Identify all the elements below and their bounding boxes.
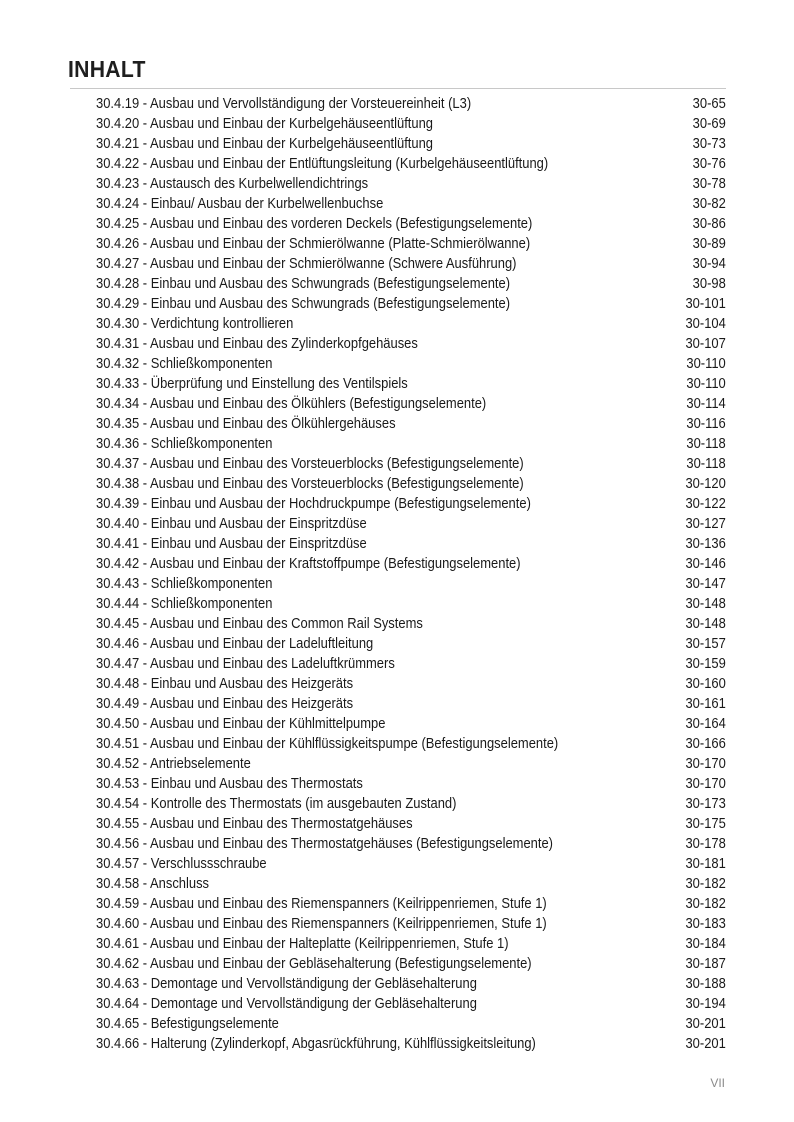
toc-entry: [96, 734, 726, 754]
toc-entry-title: 30.4.58 - Anschluss: [96, 876, 210, 892]
toc-entry: [96, 294, 726, 314]
toc-entry-title: 30.4.52 - Antriebselemente: [96, 756, 251, 772]
toc-entry-page: 30-110: [686, 356, 726, 372]
toc-entry: [96, 614, 726, 634]
toc-entry-title: 30.4.64 - Demontage und Vervollständigung der Gebläsehalterung: [96, 996, 477, 1012]
toc-entry-title: 30.4.19 - Ausbau und Vervollständigung der Vorsteuereinheit (L3): [96, 96, 472, 112]
toc-entry-title: 30.4.59 - Ausbau und Einbau des Riemenspanners (Keilrippenriemen, Stufe 1): [96, 896, 547, 912]
toc-entry: [96, 534, 726, 554]
toc-entry-title: 30.4.61 - Ausbau und Einbau der Halteplatte (Keilrippenriemen, Stufe 1): [96, 936, 509, 952]
toc-entry-page: 30-187: [685, 956, 726, 972]
toc-entry-page: 30-104: [685, 316, 726, 332]
toc-entry-page: 30-114: [686, 396, 726, 412]
toc-entry-title: 30.4.29 - Einbau und Ausbau des Schwungrads (Befestigungselemente): [96, 296, 511, 312]
toc-entry-title: 30.4.40 - Einbau und Ausbau der Einspritzdüse: [96, 516, 367, 532]
toc-entry: [96, 1034, 726, 1054]
toc-entry-title: 30.4.27 - Ausbau und Einbau der Schmierölwanne (Schwere Ausführung): [96, 256, 517, 272]
toc-entry: [96, 314, 726, 334]
toc-entry: [96, 694, 726, 714]
table-of-contents: [96, 94, 726, 1054]
toc-entry-title: 30.4.65 - Befestigungselemente: [96, 1016, 279, 1032]
toc-entry-page: 30-78: [692, 176, 726, 192]
toc-entry: [96, 714, 726, 734]
title-divider: [70, 88, 726, 89]
toc-entry-title: 30.4.48 - Einbau und Ausbau des Heizgeräts: [96, 676, 354, 692]
toc-entry-page: 30-107: [685, 336, 726, 352]
toc-entry: [96, 374, 726, 394]
toc-entry: [96, 754, 726, 774]
toc-entry-title: 30.4.49 - Ausbau und Einbau des Heizgeräts: [96, 696, 354, 712]
toc-entry-page: 30-161: [685, 696, 726, 712]
toc-entry-title: 30.4.39 - Einbau und Ausbau der Hochdruckpumpe (Befestigungselemente): [96, 496, 531, 512]
toc-entry: [96, 394, 726, 414]
toc-entry-page: 30-148: [685, 616, 726, 632]
toc-entry-page: 30-188: [685, 976, 726, 992]
toc-entry: [96, 974, 726, 994]
toc-entry-title: 30.4.35 - Ausbau und Einbau des Ölkühlergehäuses: [96, 416, 396, 432]
toc-entry-page: 30-183: [685, 916, 726, 932]
toc-entry-title: 30.4.63 - Demontage und Vervollständigung der Gebläsehalterung: [96, 976, 477, 992]
toc-entry-title: 30.4.36 - Schließkomponenten: [96, 436, 273, 452]
toc-entry-page: 30-164: [685, 716, 726, 732]
toc-entry-title: 30.4.51 - Ausbau und Einbau der Kühlflüssigkeitspumpe (Befestigungselemente): [96, 736, 559, 752]
toc-entry-page: 30-118: [686, 436, 726, 452]
toc-entry-page: 30-89: [692, 236, 726, 252]
toc-entry-title: 30.4.44 - Schließkomponenten: [96, 596, 273, 612]
toc-entry: [96, 214, 726, 234]
toc-entry-title: 30.4.55 - Ausbau und Einbau des Thermostatgehäuses: [96, 816, 413, 832]
toc-entry: [96, 554, 726, 574]
toc-entry: [96, 514, 726, 534]
toc-entry-title: 30.4.47 - Ausbau und Einbau des Ladeluftkrümmers: [96, 656, 395, 672]
toc-entry: [96, 254, 726, 274]
toc-entry-page: 30-118: [686, 456, 726, 472]
toc-entry-title: 30.4.41 - Einbau und Ausbau der Einspritzdüse: [96, 536, 367, 552]
toc-entry-page: 30-69: [692, 116, 726, 132]
toc-entry: [96, 874, 726, 894]
toc-entry: [96, 654, 726, 674]
toc-entry-title: 30.4.31 - Ausbau und Einbau des Zylinderkopfgehäuses: [96, 336, 418, 352]
toc-entry: [96, 594, 726, 614]
toc-entry-title: 30.4.30 - Verdichtung kontrollieren: [96, 316, 294, 332]
toc-entry-page: 30-98: [692, 276, 726, 292]
toc-entry: [96, 154, 726, 174]
toc-entry-title: 30.4.20 - Ausbau und Einbau der Kurbelgehäuseentlüftung: [96, 116, 434, 132]
toc-entry-page: 30-170: [685, 756, 726, 772]
toc-entry-title: 30.4.53 - Einbau und Ausbau des Thermostats: [96, 776, 363, 792]
toc-entry-page: 30-175: [685, 816, 726, 832]
toc-entry-title: 30.4.60 - Ausbau und Einbau des Riemenspanners (Keilrippenriemen, Stufe 1): [96, 916, 547, 932]
toc-entry-page: 30-76: [692, 156, 726, 172]
toc-entry-title: 30.4.50 - Ausbau und Einbau der Kühlmittelpumpe: [96, 716, 386, 732]
toc-entry-page: 30-159: [685, 656, 726, 672]
toc-entry-page: 30-166: [685, 736, 726, 752]
toc-entry-title: 30.4.32 - Schließkomponenten: [96, 356, 273, 372]
toc-entry: [96, 134, 726, 154]
toc-entry-title: 30.4.43 - Schließkomponenten: [96, 576, 273, 592]
toc-entry-page: 30-147: [685, 576, 726, 592]
toc-entry: [96, 774, 726, 794]
toc-entry-title: 30.4.42 - Ausbau und Einbau der Kraftstoffpumpe (Befestigungselemente): [96, 556, 521, 572]
toc-entry-page: 30-146: [685, 556, 726, 572]
toc-entry-title: 30.4.38 - Ausbau und Einbau des Vorsteuerblocks (Befestigungselemente): [96, 476, 524, 492]
toc-entry: [96, 114, 726, 134]
toc-entry-title: 30.4.45 - Ausbau und Einbau des Common Rail Systems: [96, 616, 423, 632]
toc-entry: [96, 894, 726, 914]
toc-entry-title: 30.4.37 - Ausbau und Einbau des Vorsteuerblocks (Befestigungselemente): [96, 456, 524, 472]
toc-entry-title: 30.4.33 - Überprüfung und Einstellung des Ventilspiels: [96, 376, 408, 392]
page-number: VII: [710, 1076, 725, 1090]
toc-entry-page: 30-116: [686, 416, 726, 432]
toc-entry: [96, 494, 726, 514]
toc-entry: [96, 474, 726, 494]
page-title: INHALT: [68, 56, 146, 82]
toc-entry-page: 30-122: [685, 496, 726, 512]
toc-entry: [96, 794, 726, 814]
toc-entry: [96, 834, 726, 854]
toc-entry-page: 30-201: [685, 1036, 726, 1052]
toc-entry-title: 30.4.21 - Ausbau und Einbau der Kurbelgehäuseentlüftung: [96, 136, 434, 152]
toc-entry: [96, 814, 726, 834]
toc-entry-page: 30-148: [685, 596, 726, 612]
toc-entry-page: 30-136: [685, 536, 726, 552]
toc-entry: [96, 174, 726, 194]
toc-entry-page: 30-182: [685, 896, 726, 912]
toc-entry: [96, 674, 726, 694]
toc-entry-page: 30-157: [685, 636, 726, 652]
toc-entry-title: 30.4.56 - Ausbau und Einbau des Thermostatgehäuses (Befestigungselemente): [96, 836, 553, 852]
toc-entry-title: 30.4.62 - Ausbau und Einbau der Gebläsehalterung (Befestigungselemente): [96, 956, 532, 972]
toc-entry: [96, 94, 726, 114]
toc-entry-title: 30.4.34 - Ausbau und Einbau des Ölkühlers (Befestigungselemente): [96, 396, 487, 412]
toc-entry-page: 30-120: [685, 476, 726, 492]
toc-entry: [96, 434, 726, 454]
toc-entry: [96, 334, 726, 354]
toc-entry-page: 30-110: [686, 376, 726, 392]
toc-entry: [96, 934, 726, 954]
toc-entry-title: 30.4.22 - Ausbau und Einbau der Entlüftungsleitung (Kurbelgehäuseentlüftung): [96, 156, 549, 172]
toc-entry: [96, 1014, 726, 1034]
toc-entry-page: 30-65: [692, 96, 726, 112]
toc-entry-title: 30.4.23 - Austausch des Kurbelwellendichtrings: [96, 176, 369, 192]
toc-entry-page: 30-194: [685, 996, 726, 1012]
toc-entry-page: 30-173: [685, 796, 726, 812]
toc-entry-title: 30.4.28 - Einbau und Ausbau des Schwungrads (Befestigungselemente): [96, 276, 511, 292]
toc-entry: [96, 354, 726, 374]
toc-entry-title: 30.4.25 - Ausbau und Einbau des vorderen Deckels (Befestigungselemente): [96, 216, 533, 232]
toc-entry-title: 30.4.24 - Einbau/ Ausbau der Kurbelwellenbuchse: [96, 196, 384, 212]
toc-entry-page: 30-181: [685, 856, 726, 872]
toc-entry-page: 30-127: [685, 516, 726, 532]
toc-entry-page: 30-184: [685, 936, 726, 952]
toc-entry: [96, 234, 726, 254]
toc-entry-page: 30-101: [685, 296, 726, 312]
toc-entry: [96, 634, 726, 654]
toc-entry: [96, 574, 726, 594]
toc-entry: [96, 414, 726, 434]
toc-entry: [96, 914, 726, 934]
toc-entry: [96, 854, 726, 874]
toc-entry-page: 30-201: [685, 1016, 726, 1032]
toc-entry: [96, 274, 726, 294]
toc-entry-title: 30.4.46 - Ausbau und Einbau der Ladeluftleitung: [96, 636, 374, 652]
toc-entry-page: 30-160: [685, 676, 726, 692]
toc-entry-title: 30.4.66 - Halterung (Zylinderkopf, Abgasrückführung, Kühlflüssigkeitsleitung): [96, 1036, 536, 1052]
toc-entry: [96, 194, 726, 214]
toc-entry-page: 30-94: [692, 256, 726, 272]
toc-entry-title: 30.4.26 - Ausbau und Einbau der Schmierölwanne (Platte-Schmierölwanne): [96, 236, 531, 252]
toc-entry-page: 30-82: [692, 196, 726, 212]
toc-entry-title: 30.4.57 - Verschlussschraube: [96, 856, 267, 872]
toc-entry-title: 30.4.54 - Kontrolle des Thermostats (im ausgebauten Zustand): [96, 796, 457, 812]
toc-entry: [96, 454, 726, 474]
toc-entry-page: 30-170: [685, 776, 726, 792]
toc-entry-page: 30-178: [685, 836, 726, 852]
toc-entry: [96, 954, 726, 974]
toc-entry: [96, 994, 726, 1014]
toc-entry-page: 30-86: [692, 216, 726, 232]
toc-entry-page: 30-182: [685, 876, 726, 892]
toc-entry-page: 30-73: [692, 136, 726, 152]
